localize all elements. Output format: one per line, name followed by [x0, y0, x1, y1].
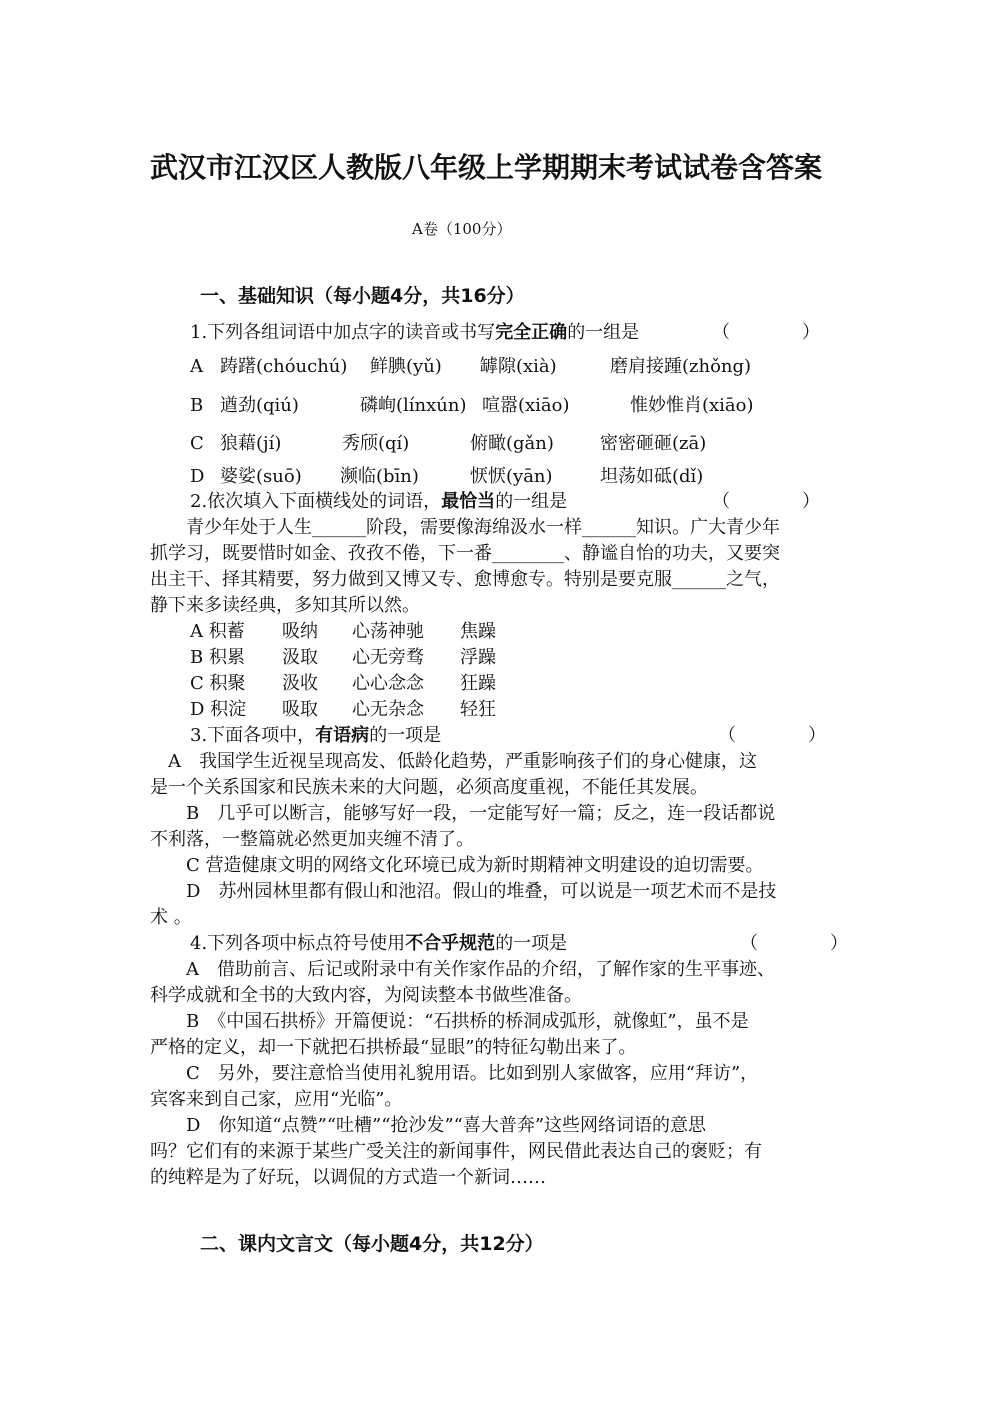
question-4-stem	[190, 931, 567, 957]
option-word: 罅隙(xià)	[480, 356, 557, 377]
option-word: 心无旁骛	[352, 647, 424, 668]
option-word: B 积累	[190, 647, 245, 668]
option-word: 焦躁	[460, 621, 496, 642]
stem-text: 2.依次填入下面横线处的词语，	[190, 491, 442, 512]
option-word: A 积蓄	[190, 621, 245, 642]
passage-line: 不利落，一整篇就必然更加夹缠不清了。	[150, 829, 474, 850]
passage-line: 是一个关系国家和民族未来的大问题，必须高度重视，不能任其发展。	[150, 777, 708, 798]
option-word: 磨肩接踵(zhǒng)	[610, 356, 752, 377]
option-word: 遒劲(qiú)	[220, 395, 299, 416]
stem-emphasis: 不合乎规范	[405, 933, 496, 954]
option-word: D 积淀	[190, 699, 247, 720]
passage-line: 出主干、择其精要，努力做到又博又专、愈博愈专。特别是要克服______之气，	[150, 569, 780, 590]
option-word: 踌躇(chóuchú)	[220, 356, 348, 377]
option-word: C 积聚	[190, 673, 246, 694]
option-word: 心无杂念	[352, 699, 424, 720]
option-word: 磷峋(línxún)	[360, 395, 467, 416]
question-3-stem	[190, 723, 441, 749]
stem-text: 1.下列各组词语中加点字的读音或书写	[190, 322, 496, 343]
option-word: 鲜腆(yǔ)	[370, 356, 442, 377]
passage-line: 术 。	[150, 907, 192, 928]
page-title: 武汉市江汉区人教版八年级上学期期末考试试卷含答案	[150, 151, 823, 184]
option-letter: A	[190, 356, 203, 377]
passage-line: D 你知道“点赞”“吐槽”“抢沙发”“喜大普奔”这些网络词语的意思	[150, 1115, 707, 1136]
stem-emphasis: 有语病	[315, 725, 370, 746]
option-word: 轻狂	[460, 699, 496, 720]
answer-blank: （ ）	[712, 322, 820, 343]
passage-line: 吗？它们有的来源于某些广受关注的新闻事件，网民借此表达自己的褒贬；有	[150, 1141, 762, 1162]
passage-line: 科学成就和全书的大致内容，为阅读整本书做些准备。	[150, 985, 582, 1006]
paper-subtitle: A卷（100分）	[412, 220, 512, 238]
passage-line: B 几乎可以断言，能够写好一段，一定能写好一篇；反之，连一段话都说	[150, 803, 776, 824]
option-word: 俯瞰(gǎn)	[470, 433, 554, 454]
stem-text: 的一组是	[567, 322, 640, 343]
option-word: 惟妙惟肖(xiāo)	[630, 395, 754, 416]
option-letter: B	[190, 395, 204, 416]
option-letter: D	[190, 466, 205, 487]
passage-line: B 《中国石拱桥》开篇便说：“石拱桥的桥洞成弧形，就像虹”，虽不是	[150, 1011, 749, 1032]
stem-emphasis: 完全正确	[495, 322, 568, 343]
answer-blank: （ ）	[740, 933, 848, 954]
passage-line: D 苏州园林里都有假山和池沼。假山的堆叠，可以说是一项艺术而不是技	[150, 881, 777, 902]
passage-line: 静下来多读经典，多知其所以然。	[150, 595, 420, 616]
option-word: 秀颀(qí)	[342, 433, 410, 454]
stem-text: 的一项是	[369, 725, 442, 746]
stem-text: 3.下面各项中，	[190, 725, 316, 746]
option-word: 浮躁	[460, 647, 496, 668]
option-word: 汲取	[282, 647, 318, 668]
stem-emphasis: 最恰当	[441, 491, 496, 512]
passage-line: C 营造健康文明的网络文化环境已成为新时期精神文明建设的迫切需要。	[150, 855, 764, 876]
option-word: 心心念念	[352, 673, 424, 694]
question-2-stem	[190, 489, 567, 515]
passage-line: C 另外，要注意恰当使用礼貌用语。比如到别人家做客，应用“拜访”，	[150, 1063, 759, 1084]
question-1-stem	[190, 320, 639, 346]
option-word: 婆娑(suō)	[220, 466, 302, 487]
stem-text: 的一组是	[495, 491, 568, 512]
option-word: 汲收	[282, 673, 318, 694]
section-heading-1: 一、基础知识（每小题4分，共16分）	[200, 285, 525, 307]
option-word: 狂躁	[460, 673, 496, 694]
passage-line: 宾客来到自己家，应用“光临”。	[150, 1089, 403, 1110]
answer-blank: （ ）	[718, 725, 826, 746]
option-word: 密密砸砸(zā)	[600, 433, 707, 454]
passage-line: A 借助前言、后记或附录中有关作家作品的介绍，了解作家的生平事迹、	[150, 959, 775, 980]
option-word: 心荡神驰	[352, 621, 424, 642]
stem-text: 的一项是	[495, 933, 568, 954]
option-word: 濒临(bīn)	[340, 466, 419, 487]
answer-blank: （ ）	[712, 491, 820, 512]
passage-line: A 我国学生近视呈现高发、低龄化趋势，严重影响孩子们的身心健康，这	[150, 751, 757, 772]
passage-line: 严格的定义，却一下就把石拱桥最“显眼”的特征勾勒出来了。	[150, 1037, 637, 1058]
stem-text: 4.下列各项中标点符号使用	[190, 933, 406, 954]
section-heading-2: 二、课内文言文（每小题4分，共12分）	[200, 1233, 544, 1255]
option-word: 恹恹(yān)	[470, 466, 553, 487]
option-word: 狼藉(jí)	[220, 433, 282, 454]
option-letter: C	[190, 433, 204, 454]
option-word: 喧嚣(xiāo)	[482, 395, 570, 416]
option-word: 坦荡如砥(dǐ)	[600, 466, 704, 487]
option-word: 吸取	[282, 699, 318, 720]
passage-line: 的纯粹是为了好玩，以调侃的方式造一个新词……	[150, 1167, 546, 1188]
option-word: 吸纳	[282, 621, 318, 642]
passage-line: 抓学习，既要惜时如金、孜孜不倦，下一番________、静谧自怡的功夫，又要突	[150, 543, 780, 564]
passage-line: 青少年处于人生______阶段，需要像海绵汲水一样______知识。广大青少年	[150, 517, 780, 538]
